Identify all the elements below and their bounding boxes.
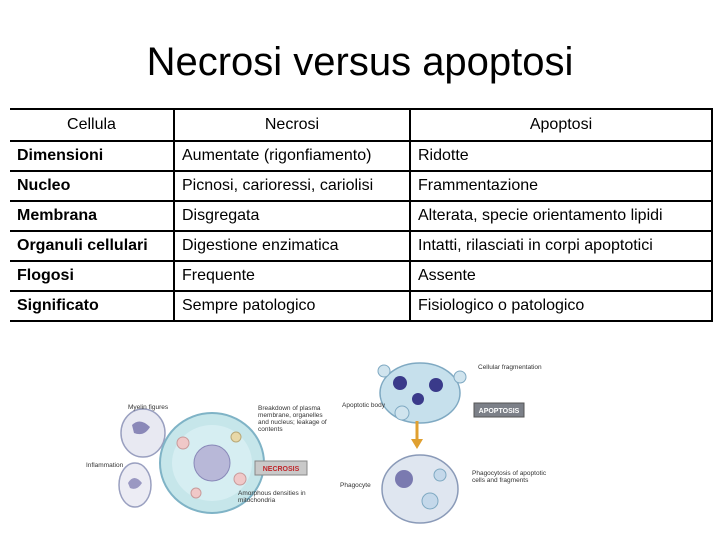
row-label: Nucleo [10, 171, 174, 201]
apoptosi-cell: Alterata, specie orientamento lipidi [410, 201, 712, 231]
table-row [10, 231, 712, 261]
row-label: Membrana [10, 201, 174, 231]
table-row [10, 261, 712, 291]
row-label: Dimensioni [10, 141, 174, 171]
slide-title: Necrosi versus apoptosi [146, 40, 574, 84]
apoptosi-cell: Frammentazione [410, 171, 712, 201]
row-label: Significato [10, 291, 174, 321]
apoptosis-label: APOPTOSIS [478, 408, 520, 415]
table-row [10, 141, 712, 171]
breakdown-note [258, 405, 328, 449]
necrosi-cell: Sempre patologico [174, 291, 410, 321]
apoptosi-cell: Intatti, rilasciati in corpi apoptotici [410, 231, 712, 261]
necrosi-cell: Aumentate (rigonfiamento) [174, 141, 410, 171]
row-label: Organuli cellulari [10, 231, 174, 261]
comparison-table [10, 108, 713, 322]
apoptosi-cell: Assente [410, 261, 712, 291]
apoptosi-cell: Fisiologico o patologico [410, 291, 712, 321]
table-row [10, 201, 712, 231]
fragmenting-cell [378, 363, 466, 423]
necrosi-cell: Frequente [174, 261, 410, 291]
header-cellula: Cellula [10, 109, 174, 141]
amorphous-note [238, 490, 308, 510]
phagocytosis-label: Phagocytosis of apoptotic cells and fragments [472, 470, 547, 484]
breakdown-label: Breakdown of plasma membrane, organelles and nucleus; leakage of contents [258, 405, 327, 433]
inflammation-cells [119, 409, 165, 507]
apoptosi-cell: Ridotte [410, 141, 712, 171]
row-label: Flogosi [10, 261, 174, 291]
necrosis-label-tag [255, 461, 307, 475]
table-header-row [10, 109, 712, 141]
necrosis-apoptosis-illustration [0, 355, 720, 540]
necrosi-cell: Disgregata [174, 201, 410, 231]
header-necrosi: Necrosi [174, 109, 410, 141]
fragmentation-label: Cellular fragmentation [478, 364, 542, 371]
phagocytosis-note [472, 470, 552, 500]
table-row [10, 291, 712, 321]
apoptosis-label-tag [474, 403, 524, 417]
header-apoptosi: Apoptosi [410, 109, 712, 141]
necrosi-cell: Picnosi, carioressi, cariolisi [174, 171, 410, 201]
amorphous-label: Amorphous densities in mitochondria [238, 490, 306, 504]
apoptotic-body-label: Apoptotic body [342, 402, 386, 409]
inflammation-label: Inflammation [86, 462, 124, 469]
necrosis-label: NECROSIS [262, 466, 300, 473]
necrosi-cell: Digestione enzimatica [174, 231, 410, 261]
table-row [10, 171, 712, 201]
transition-arrow [411, 421, 423, 449]
phagocyte-cell [382, 455, 458, 523]
phagocyte-label: Phagocyte [340, 482, 371, 489]
myelin-label: Myelin figures [128, 404, 169, 411]
